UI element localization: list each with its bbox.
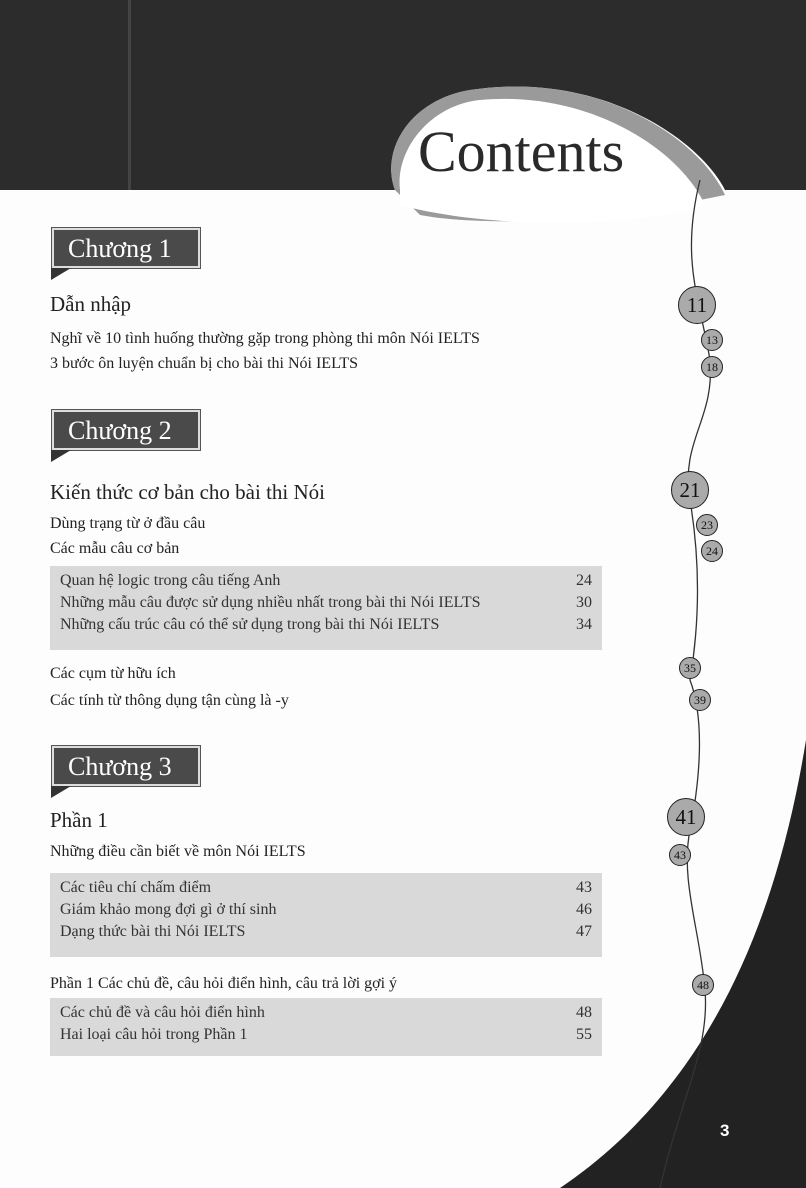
subsection-box	[50, 566, 602, 650]
chapter-1-heading: Dẫn nhập	[50, 292, 132, 316]
toc-row: Giám khảo mong đợi gì ở thí sinh 46	[60, 901, 592, 918]
toc-row: Quan hệ logic trong câu tiếng Anh 24	[60, 572, 592, 589]
toc-entry: 3 bước ôn luyện chuẩn bị cho bài thi Nói IELTS	[50, 355, 359, 372]
page-circle: 18	[701, 356, 723, 378]
toc-row: Những mẫu câu được sử dụng nhiều nhất trong bài thi Nói IELTS 30	[60, 594, 592, 611]
page-number: 3	[720, 1121, 730, 1140]
page-circle: 48	[692, 974, 714, 996]
subsection-box	[50, 998, 602, 1056]
page-circle: 13	[701, 329, 723, 351]
toc-row: Dạng thức bài thi Nói IELTS 47	[60, 923, 592, 940]
toc-entry: Các tính từ thông dụng tận cùng là -y	[50, 692, 289, 709]
toc-entry: Các mẫu câu cơ bản	[50, 540, 180, 557]
page-circle: 24	[701, 540, 723, 562]
chapter-3-label: Chương 3	[52, 746, 200, 786]
toc-row: Các chủ đề và câu hỏi điển hình 48	[60, 1004, 592, 1021]
page-circle: 11	[678, 286, 716, 324]
toc-entry: Dùng trạng từ ở đầu câu	[50, 515, 206, 532]
page-circle: 35	[679, 657, 701, 679]
toc-entry: Nghĩ về 10 tình huống thường gặp trong phòng thi môn Nói IELTS	[50, 330, 480, 347]
chapter-1-label: Chương 1	[52, 228, 200, 268]
page-circle: 43	[669, 844, 691, 866]
page-circle: 39	[689, 689, 711, 711]
subsection-box	[50, 873, 602, 957]
toc-entry: Các cụm từ hữu ích	[50, 665, 176, 682]
page-circle: 41	[667, 798, 705, 836]
chapter-3-heading: Phần 1	[50, 808, 108, 832]
toc-entry: Phần 1 Các chủ đề, câu hỏi điển hình, câu trả lời gợi ý	[50, 975, 398, 992]
page-circle: 21	[671, 471, 709, 509]
toc-row: Các tiêu chí chấm điểm 43	[60, 879, 592, 896]
chapter-2-label: Chương 2	[52, 410, 200, 450]
toc-row: Hai loại câu hỏi trong Phần 1 55	[60, 1026, 592, 1043]
chapter-2-heading: Kiến thức cơ bản cho bài thi Nói	[50, 480, 325, 504]
toc-entry: Những điều cần biết về môn Nói IELTS	[50, 843, 306, 860]
page-title: Contents	[418, 119, 625, 184]
page-circle: 23	[696, 514, 718, 536]
toc-row: Những cấu trúc câu có thể sử dụng trong bài thi Nói IELTS 34	[60, 616, 592, 633]
